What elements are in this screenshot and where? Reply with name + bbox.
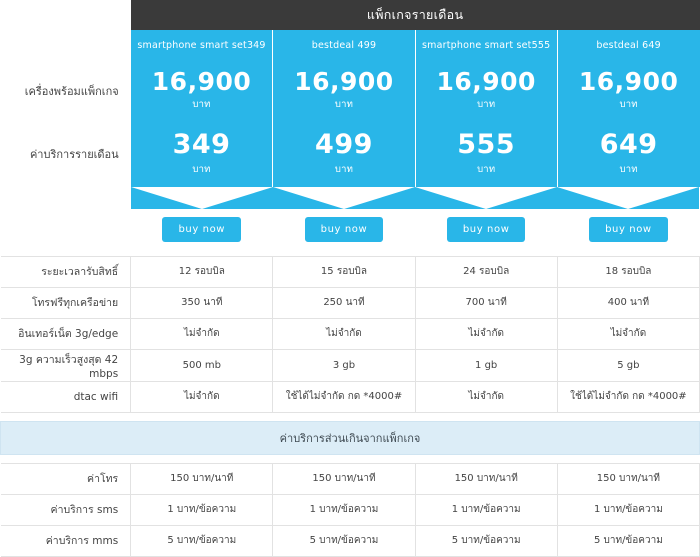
feature-value-2-0: ไม่จำกัด: [131, 318, 273, 349]
monthly-price-label: ค่าบริการรายเดือน: [1, 122, 131, 186]
device-price-value-3: 16,900: [436, 67, 536, 96]
monthly-price-value-1: 349: [172, 129, 231, 161]
package-title: แพ็กเกจรายเดือน: [131, 0, 700, 30]
monthly-price-2: [273, 122, 415, 186]
chevron-2: [273, 187, 415, 209]
extra-label-1: ค่าบริการ sms: [1, 494, 131, 525]
table-row: [1, 318, 700, 349]
extra-value-1-0: 1 บาท/ข้อความ: [131, 494, 273, 525]
chevron-triangle-1: [131, 187, 273, 209]
feature-label-3: 3g ความเร็วสูงสุด 42 mbps: [1, 349, 131, 381]
buy-now-button-1[interactable]: buy now: [162, 217, 241, 242]
device-price-unit-1: บาท: [192, 99, 211, 111]
buy-spacer: [1, 209, 131, 257]
feature-value-4-2: ไม่จำกัด: [415, 381, 557, 412]
device-price-4: [557, 60, 699, 122]
extra-label-2: ค่าบริการ mms: [1, 525, 131, 556]
extra-value-2-3: 5 บาท/ข้อความ: [557, 525, 699, 556]
table-row: [1, 381, 700, 412]
monthly-price-unit-1: บาท: [192, 163, 211, 175]
monthly-price-value-2: 499: [315, 129, 373, 161]
monthly-price-1: [131, 122, 273, 186]
chevron-1: [131, 187, 273, 209]
feature-value-0-3: 18 รอบบิล: [557, 256, 699, 287]
feature-value-0-0: 12 รอบบิล: [131, 256, 273, 287]
chevron-row: [1, 187, 700, 209]
chevron-shape-3: [415, 187, 557, 209]
monthly-price-unit-4: บาท: [619, 163, 638, 175]
feature-value-2-2: ไม่จำกัด: [415, 318, 557, 349]
table-row: [1, 494, 700, 525]
monthly-price-row: [1, 122, 700, 186]
feature-label-1: โทรฟรีทุกเครือข่าย: [1, 287, 131, 318]
device-price-value-2: 16,900: [294, 67, 394, 96]
device-price-unit-4: บาท: [619, 99, 638, 111]
device-price-row: [1, 60, 700, 122]
extra-value-0-3: 150 บาท/นาที: [557, 463, 699, 494]
plan-name-4[interactable]: bestdeal 649: [557, 30, 699, 60]
buy-cell-3: [415, 209, 557, 257]
chevron-3: [415, 187, 557, 209]
feature-value-4-0: ไม่จำกัด: [131, 381, 273, 412]
buy-cell-4: [557, 209, 699, 257]
device-price-value-4: 16,900: [578, 67, 679, 96]
extra-charges-title: ค่าบริการส่วนเกินจากแพ็กเกจ: [1, 421, 700, 454]
section-spacer-2: [1, 454, 700, 463]
buy-now-button-3[interactable]: buy now: [447, 217, 526, 242]
extra-value-2-1: 5 บาท/ข้อความ: [273, 525, 415, 556]
extra-value-1-2: 1 บาท/ข้อความ: [415, 494, 557, 525]
feature-value-3-3: 5 gb: [557, 349, 699, 381]
extra-charges-header-row: [1, 421, 700, 454]
feature-value-0-1: 15 รอบบิล: [273, 256, 415, 287]
feature-value-3-0: 500 mb: [131, 349, 273, 381]
plan-name-row: [1, 30, 700, 60]
spacer-cell-2: [1, 454, 700, 463]
plan-name-3[interactable]: smartphone smart set555: [415, 30, 557, 60]
buy-row: [1, 209, 700, 257]
buy-cell-2: [273, 209, 415, 257]
monthly-price-value-3: 555: [457, 129, 516, 161]
feature-value-0-2: 24 รอบบิล: [415, 256, 557, 287]
buy-cell-1: [131, 209, 273, 257]
plan-name-spacer: [1, 30, 131, 60]
buy-now-button-4[interactable]: buy now: [589, 217, 668, 242]
extra-value-1-3: 1 บาท/ข้อความ: [557, 494, 699, 525]
feature-value-4-3: ใช้ได้ไม่จำกัด กด *4000#: [557, 381, 699, 412]
chevron-triangle-3: [415, 187, 557, 209]
feature-value-2-1: ไม่จำกัด: [273, 318, 415, 349]
monthly-price-4: [557, 122, 699, 186]
monthly-price-3: [415, 122, 557, 186]
table-row: [1, 349, 700, 381]
feature-label-4: dtac wifi: [1, 381, 131, 412]
section-spacer: [1, 412, 700, 421]
extra-value-0-1: 150 บาท/นาที: [273, 463, 415, 494]
table-row: [1, 463, 700, 494]
plan-name-2[interactable]: bestdeal 499: [273, 30, 415, 60]
device-price-3: [415, 60, 557, 122]
monthly-price-unit-3: บาท: [477, 163, 496, 175]
extra-value-0-0: 150 บาท/นาที: [131, 463, 273, 494]
device-price-unit-2: บาท: [334, 99, 354, 111]
device-price-1: [131, 60, 273, 122]
extra-label-0: ค่าโทร: [1, 463, 131, 494]
extra-value-1-1: 1 บาท/ข้อความ: [273, 494, 415, 525]
device-price-value-1: 16,900: [151, 67, 252, 96]
buy-now-button-2[interactable]: buy now: [305, 217, 384, 242]
monthly-price-value-4: 649: [599, 129, 658, 161]
chevron-shape-2: [273, 187, 415, 209]
chevron-shape-1: [131, 187, 273, 209]
chevron-shape-4: [557, 187, 699, 209]
feature-value-1-2: 700 นาที: [415, 287, 557, 318]
chevron-triangle-4: [557, 187, 699, 209]
chevron-triangle-2: [273, 187, 415, 209]
header-spacer: [1, 0, 131, 30]
device-price-2: [273, 60, 415, 122]
plan-name-1[interactable]: smartphone smart set349: [131, 30, 273, 60]
spacer-cell: [1, 412, 700, 421]
table-row: [1, 287, 700, 318]
chevron-spacer: [1, 187, 131, 209]
feature-label-0: ระยะเวลารับสิทธิ์: [1, 256, 131, 287]
feature-value-2-3: ไม่จำกัด: [557, 318, 699, 349]
table-row: [1, 256, 700, 287]
extra-value-2-2: 5 บาท/ข้อความ: [415, 525, 557, 556]
device-price-unit-3: บาท: [477, 99, 496, 111]
feature-value-3-2: 1 gb: [415, 349, 557, 381]
table-row: [1, 525, 700, 556]
feature-value-1-3: 400 นาที: [557, 287, 699, 318]
package-header-row: [1, 0, 700, 30]
chevron-4: [557, 187, 699, 209]
device-price-label: เครื่องพร้อมแพ็กเกจ: [1, 60, 131, 122]
feature-value-1-1: 250 นาที: [273, 287, 415, 318]
feature-value-1-0: 350 นาที: [131, 287, 273, 318]
monthly-price-unit-2: บาท: [334, 163, 354, 175]
feature-value-3-1: 3 gb: [273, 349, 415, 381]
extra-value-2-0: 5 บาท/ข้อความ: [131, 525, 273, 556]
feature-value-4-1: ใช้ได้ไม่จำกัด กด *4000#: [273, 381, 415, 412]
feature-label-2: อินเทอร์เน็ต 3g/edge: [1, 318, 131, 349]
extra-value-0-2: 150 บาท/นาที: [415, 463, 557, 494]
